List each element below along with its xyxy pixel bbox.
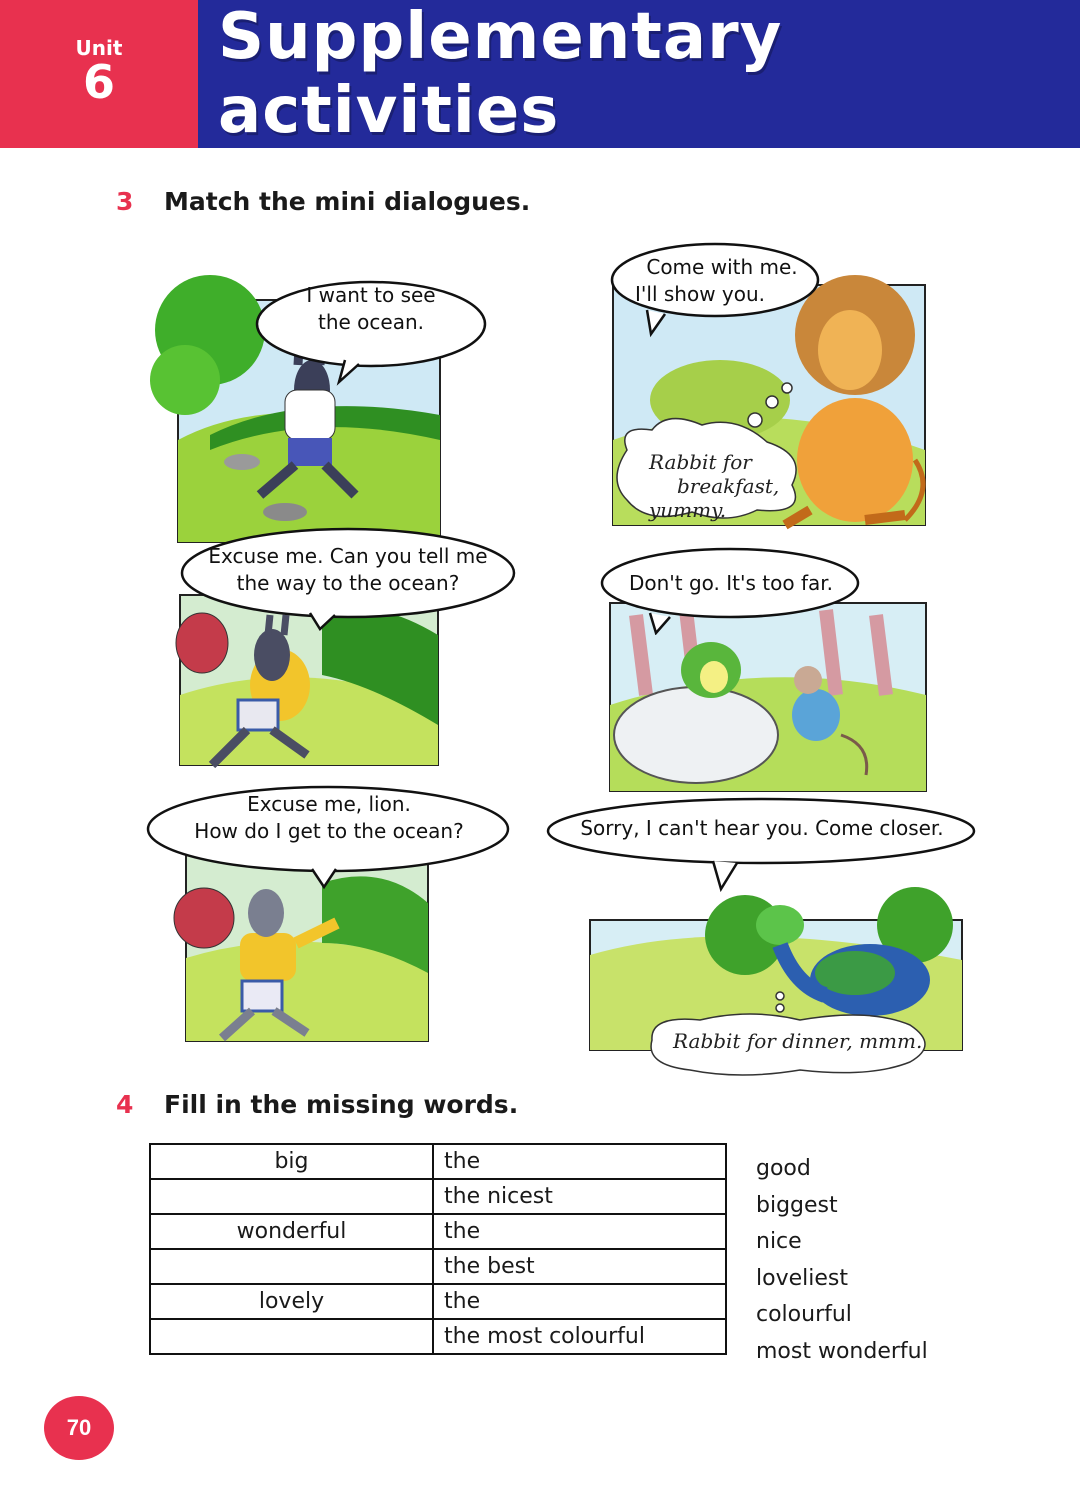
thought-line: breakfast, (677, 474, 780, 498)
comic-panel-3 (172, 525, 522, 775)
superlative-cell[interactable]: the (433, 1214, 726, 1249)
unit-number: 6 (82, 55, 115, 109)
section-4-instruction: Fill in the missing words. (164, 1090, 519, 1119)
comic-panel-1 (150, 240, 450, 545)
panel-1-speech (253, 282, 489, 336)
comic-panel-4 (596, 545, 936, 795)
bubble-line: I'll show you. (635, 282, 766, 306)
table-row (150, 1214, 726, 1249)
bubble-line: the ocean. (317, 310, 424, 334)
title-bar (198, 0, 1080, 148)
table-row (150, 1179, 726, 1214)
section-3-instruction: Match the mini dialogues. (164, 187, 531, 216)
base-adjective-cell[interactable] (150, 1179, 433, 1214)
bubble-line: Don't go. It's too far. (628, 571, 834, 595)
panel-6-thought (673, 1029, 922, 1053)
bubble-line: Come with me. (646, 255, 798, 279)
bubble-line: the way to the ocean? (236, 571, 460, 595)
table-row (150, 1144, 726, 1179)
bubble-line: Excuse me. Can you tell me (208, 544, 488, 568)
panel-6-speech (549, 815, 975, 842)
superlative-cell[interactable]: the (433, 1144, 726, 1179)
page-title: Supplementary activities (218, 0, 783, 148)
panel-2-speech (617, 254, 827, 308)
panel-6-bubble-shape (545, 795, 979, 895)
superlative-cell[interactable]: the (433, 1284, 726, 1319)
comic-panel-5 (142, 783, 518, 1045)
word-bank-item: most wonderful (756, 1338, 928, 1364)
unit-label: Unit (75, 36, 123, 60)
superlative-cell[interactable]: the nicest (433, 1179, 726, 1214)
thought-line: yummy. (649, 498, 727, 522)
superlative-cell[interactable]: the best (433, 1249, 726, 1284)
word-bank (756, 1151, 928, 1370)
word-bank-item: biggest (756, 1192, 838, 1218)
panel-4-speech (600, 570, 862, 597)
word-bank-item: colourful (756, 1302, 852, 1327)
base-adjective-cell[interactable]: lovely (150, 1284, 433, 1319)
thought-line: Rabbit for dinner, mmm. (673, 1029, 923, 1053)
bubble-line: Excuse me, lion. (247, 792, 411, 816)
superlative-cell[interactable]: the most colourful (433, 1319, 726, 1354)
word-bank-item: good (756, 1156, 811, 1181)
word-bank-item: loveliest (756, 1265, 848, 1291)
panel-5-speech (148, 791, 510, 845)
base-adjective-cell[interactable]: big (150, 1144, 433, 1179)
base-adjective-cell[interactable] (150, 1319, 433, 1354)
thought-line: Rabbit for (649, 450, 752, 474)
bubble-line: I want to see (306, 283, 436, 307)
table-row (150, 1319, 726, 1354)
bubble-line: Sorry, I can't hear you. Come closer. (580, 816, 944, 840)
section-4-number: 4 (116, 1090, 134, 1119)
section-3-heading (116, 187, 530, 216)
bubble-line: How do I get to the ocean? (194, 819, 464, 843)
page-number: 70 (44, 1396, 114, 1460)
section-4-heading (116, 1090, 518, 1119)
table-row (150, 1284, 726, 1319)
comic-panel-6 (545, 795, 980, 1080)
section-3-number: 3 (116, 187, 134, 216)
panel-2-thought (649, 450, 779, 522)
comic-panel-2 (605, 240, 935, 540)
fill-in-table (149, 1143, 727, 1355)
word-bank-item: nice (756, 1229, 802, 1254)
panel-3-speech (182, 543, 514, 597)
base-adjective-cell[interactable]: wonderful (150, 1214, 433, 1249)
table-row (150, 1249, 726, 1284)
base-adjective-cell[interactable] (150, 1249, 433, 1284)
unit-badge (0, 0, 198, 148)
